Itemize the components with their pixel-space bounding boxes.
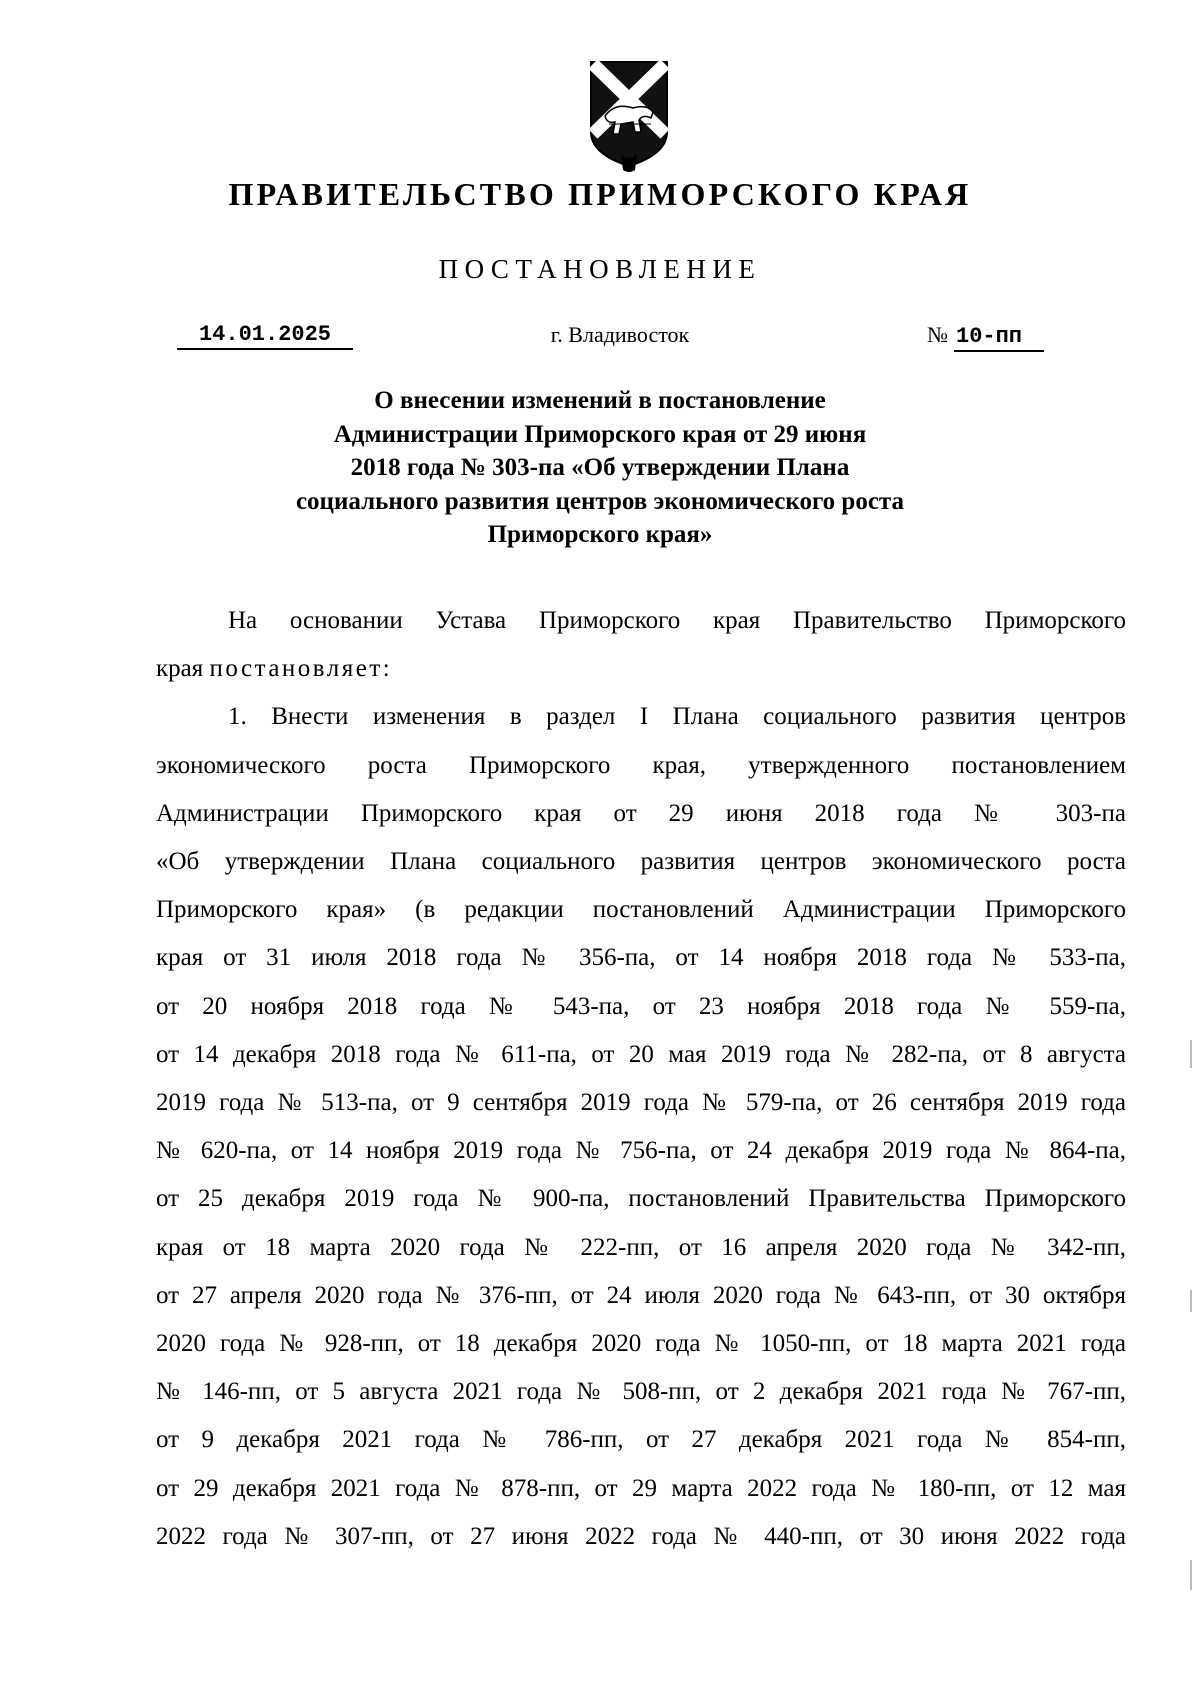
document-city: г. Владивосток: [550, 322, 690, 347]
body-line: 1. Внести изменения в раздел I Плана социального развития центров: [228, 703, 1126, 731]
document-title: [0, 384, 1200, 552]
body-line: 2020 года № 928-пп, от 18 декабря 2020 года № 1050-пп, от 18 марта 2021 года: [156, 1330, 1126, 1358]
title-line: Администрации Приморского края от 29 июня: [333, 420, 867, 448]
preamble-line: На основании Устава Приморского края Правительство Приморского: [228, 607, 1126, 634]
body-line: от 25 декабря 2019 года № 900-па, постановлений Правительства Приморского: [156, 1185, 1126, 1213]
body-line: «Об утверждении Плана социального развития центров экономического роста: [156, 848, 1126, 876]
body-line: от 20 ноября 2018 года № 543-па, от 23 ноября 2018 года № 559-па,: [156, 992, 1126, 1020]
organization-name: ПРАВИТЕЛЬСТВО ПРИМОРСКОГО КРАЯ: [228, 176, 972, 212]
document-number: [927, 322, 1044, 352]
number-sign: №: [927, 322, 948, 347]
body-line: экономического роста Приморского края, утвержденного постановлением: [156, 751, 1126, 779]
document-type: ПОСТАНОВЛЕНИЕ: [438, 254, 762, 284]
body-line: 2022 года № 307-пп, от 27 июня 2022 года № 440-пп, от 30 июня 2022 года: [156, 1522, 1126, 1550]
body-line: Администрации Приморского края от 29 июня 2018 года № 303-па: [156, 799, 1126, 827]
body-line: края от 31 июля 2018 года № 356-па, от 14 ноября 2018 года № 533-па,: [156, 944, 1126, 972]
title-line: Приморского края»: [487, 521, 713, 549]
body-line: № 146-пп, от 5 августа 2021 года № 508-пп, от 2 декабря 2021 года № 767-пп,: [156, 1378, 1126, 1406]
document-meta: [0, 322, 1200, 358]
preamble-line: [156, 645, 1126, 693]
body-line: № 620-па, от 14 ноября 2019 года № 756-па, от 24 декабря 2019 года № 864-па,: [156, 1137, 1126, 1165]
body-line: края от 18 марта 2020 года № 222-пп, от 16 апреля 2020 года № 342-пп,: [156, 1233, 1126, 1261]
resolves-word: постановляет:: [209, 655, 393, 683]
title-line: О внесении изменений в постановление: [374, 387, 826, 414]
body-line: 2019 года № 513-па, от 9 сентября 2019 года № 579-па, от 26 сентября 2019 года: [156, 1089, 1126, 1117]
body-line: от 29 декабря 2021 года № 878-пп, от 29 марта 2022 года № 180-пп, от 12 мая: [156, 1474, 1126, 1502]
body-line: от 27 апреля 2020 года № 376-пп, от 24 июля 2020 года № 643-пп, от 30 октября: [156, 1281, 1126, 1309]
number-value: 10-пп: [954, 324, 1044, 352]
scan-margin-mark: [1190, 1040, 1192, 1068]
coat-of-arms-icon: [585, 58, 673, 176]
title-line: 2018 года № 303-па «Об утверждении Плана: [350, 454, 850, 482]
body-line: от 14 декабря 2018 года № 611-па, от 20 мая 2019 года № 282-па, от 8 августа: [156, 1040, 1126, 1068]
scan-margin-mark: [1190, 1560, 1192, 1590]
preamble-word: края: [156, 655, 204, 683]
title-line: социального развития центров экономического роста: [295, 487, 905, 515]
scan-margin-mark: [1190, 1290, 1192, 1312]
body-line: Приморского края» (в редакции постановлений Администрации Приморского: [156, 896, 1126, 924]
document-date: 14.01.2025: [177, 322, 353, 350]
document-body: [156, 597, 1126, 1561]
body-line: от 9 декабря 2021 года № 786-пп, от 27 декабря 2021 года № 854-пп,: [156, 1426, 1126, 1454]
